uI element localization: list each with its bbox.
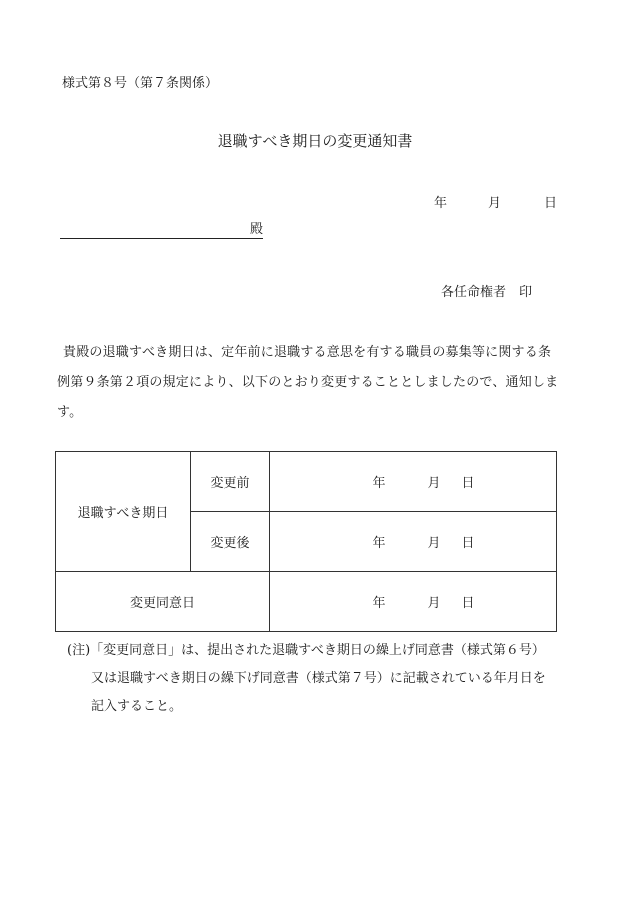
- year-label: 年: [434, 196, 448, 211]
- footnote: [67, 637, 562, 721]
- footnote-line: (注)「変更同意日」は、提出された退職すべき期日の繰上げ同意書（様式第６号）: [67, 643, 545, 658]
- retirement-date-label: 退職すべき期日: [56, 452, 191, 572]
- after-date-cell: [270, 512, 557, 572]
- before-date-cell: [270, 452, 557, 512]
- table-row: [56, 572, 557, 632]
- issue-date: [434, 192, 557, 211]
- table-row: [56, 452, 557, 512]
- after-label: 変更後: [191, 512, 270, 572]
- issuer-seal: 各任命権者 印: [441, 285, 533, 300]
- month-label: 月: [427, 536, 441, 551]
- footnote-line: 記入すること。: [91, 699, 183, 714]
- addressee-line: [60, 222, 263, 239]
- before-label: 変更前: [191, 452, 270, 512]
- month-label: 月: [488, 196, 502, 211]
- addressee-honorific: 殿: [249, 222, 263, 237]
- day-label: 日: [544, 196, 558, 211]
- dates-table: [55, 451, 557, 632]
- consent-date-label: 変更同意日: [56, 572, 270, 632]
- year-label: 年: [372, 536, 386, 551]
- consent-date-cell: [270, 572, 557, 632]
- day-label: 日: [461, 476, 475, 491]
- year-label: 年: [372, 596, 386, 611]
- footnote-line: 又は退職すべき期日の繰下げ同意書（様式第７号）に記載されている年月日を: [91, 671, 546, 686]
- day-label: 日: [461, 596, 475, 611]
- month-label: 月: [427, 476, 441, 491]
- month-label: 月: [427, 596, 441, 611]
- day-label: 日: [461, 536, 475, 551]
- year-label: 年: [372, 476, 386, 491]
- form-number: 様式第８号（第７条関係）: [62, 76, 219, 91]
- body-paragraph: 貴殿の退職すべき期日は、定年前に退職する意思を有する職員の募集等に関する条例第９条第２項の規定により、以下のとおり変更することとしましたので、通知します。: [57, 345, 559, 420]
- document-title: 退職すべき期日の変更通知書: [217, 132, 413, 150]
